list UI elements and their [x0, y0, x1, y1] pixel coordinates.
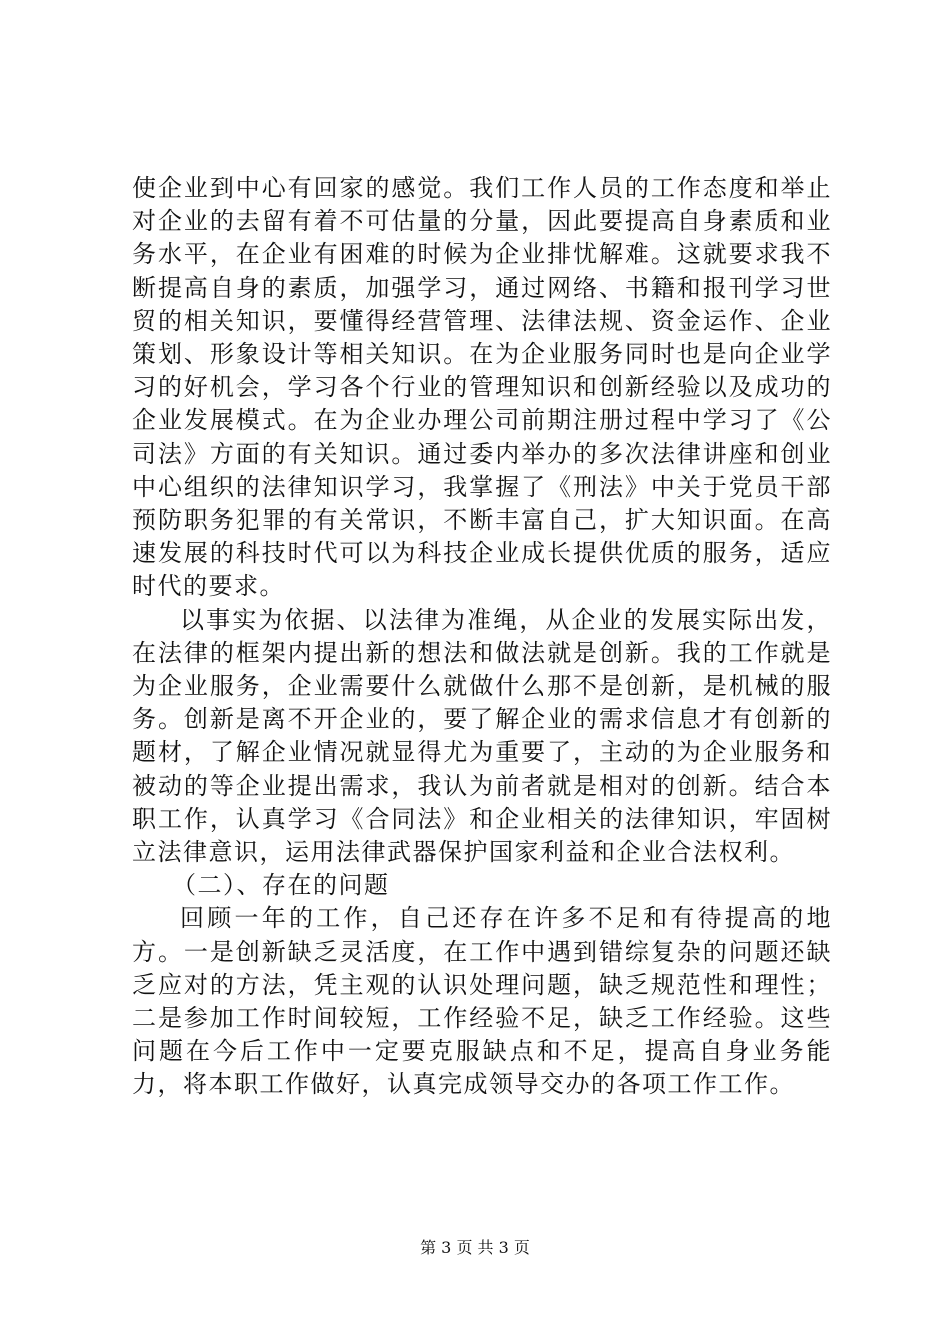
- section-heading: （二）、存在的问题: [172, 871, 390, 900]
- page-footer: 第 3 页 共 3 页: [420, 1238, 530, 1257]
- paragraph-continuation: 使企业到中心有回家的感觉。我们工作人员的工作态度和举止对企业的去留有着不可估量的分量，因此要提高自身素质和业务水平，在企业有困难的时候为企业排忧解难。这就要求我不断提高自身的素质，加强学习，通过网络、书籍和报刊学习世贸的相关知识，要懂得经营管理、法律法规、资金运作、企业策划、形象设计等相关知识。在为企业服务同时也是向企业学习的好机会，学习各个行业的管理知识和创新经验以及成功的企业发展模式。在为企业办理公司前期注册过程中学习了《公司法》方面的有关知识。通过委内举办的多次法律讲座和创业中心组织的法律知识学习，我掌握了《刑法》中关于党员干部预防职务犯罪的有关常识，不断丰富自己，扩大知识面。在高速发展的科技时代可以为科技企业成长提供优质的服务，适应时代的要求。: [132, 174, 832, 601]
- paragraph-problems: 回顾一年的工作，自己还存在许多不足和有待提高的地方。一是创新缺乏灵活度，在工作中遇到错综复杂的问题还缺乏应对的方法，凭主观的认识处理问题，缺乏规范性和理性；二是参加工作时间较短，工作经验不足，缺乏工作经验。这些问题在今后工作中一定要克服缺点和不足，提高自身业务能力，将本职工作做好，认真完成领导交办的各项工作工作。: [132, 904, 832, 1099]
- document-body: [132, 172, 832, 1102]
- paragraph-innovation: 以事实为依据、以法律为准绳，从企业的发展实际出发，在法律的框架内提出新的想法和做法就是创新。我的工作就是为企业服务，企业需要什么就做什么那不是创新，是机械的服务。创新是离不开企业的，要了解企业的需求信息才有创新的题材，了解企业情况就显得尤为重要了，主动的为企业服务和被动的等企业提出需求，我认为前者就是相对的创新。结合本职工作，认真学习《合同法》和企业相关的法律知识，牢固树立法律意识，运用法律武器保护国家利益和企业合法权利。: [132, 605, 832, 867]
